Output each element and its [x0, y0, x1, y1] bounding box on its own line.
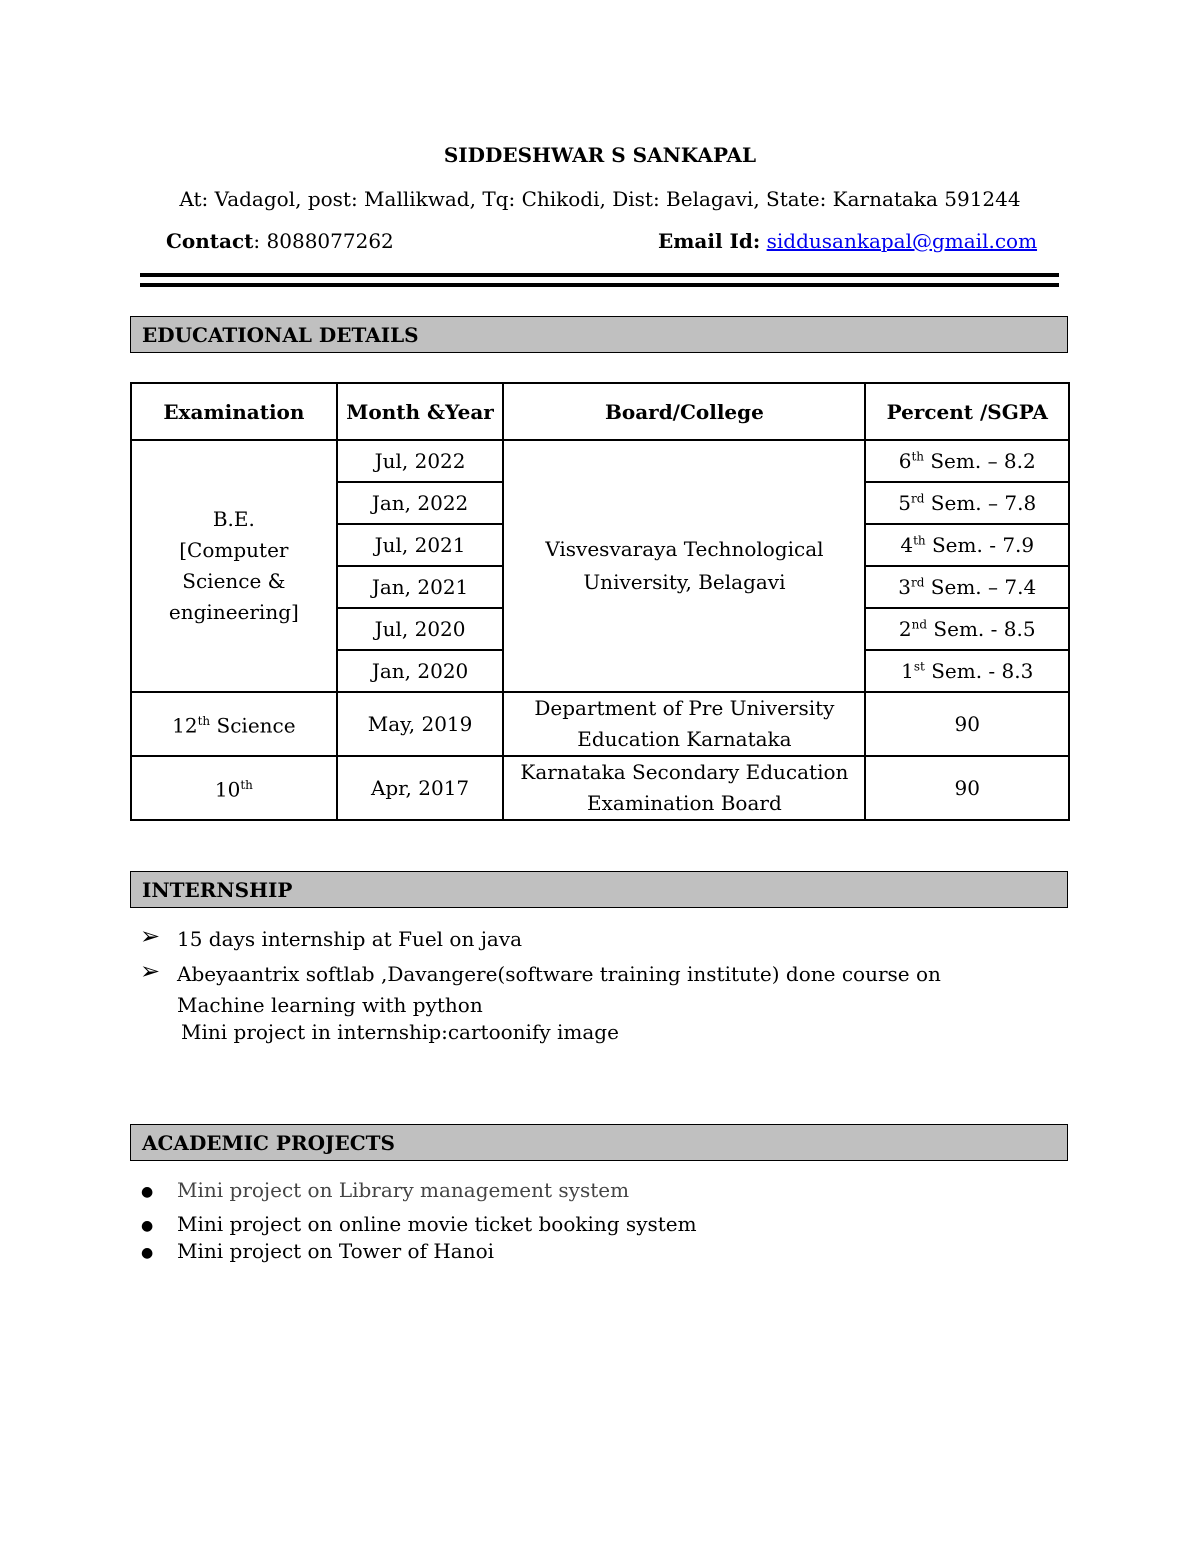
project-item: Mini project on Tower of Hanoi [177, 1239, 495, 1263]
date-cell: Jan, 2020 [337, 650, 504, 692]
score-cell: 3rd Sem. – 7.4 [865, 566, 1069, 608]
column-header: Month &Year [337, 383, 504, 440]
score-cell: 5rd Sem. – 7.8 [865, 482, 1069, 524]
date-cell: Jan, 2021 [337, 566, 504, 608]
arrow-bullet-icon: ➢ [140, 922, 161, 950]
internship-item: 15 days internship at Fuel on java [177, 927, 523, 951]
table-row [131, 692, 1069, 756]
header-divider-thick [140, 273, 1059, 277]
exam-line: engineering] [168, 600, 299, 624]
score-cell: 90 [865, 756, 1069, 820]
date-cell: Jul, 2022 [337, 440, 504, 482]
date-cell: Jan, 2022 [337, 482, 504, 524]
education-table [130, 382, 1070, 821]
board-cell: Karnataka Secondary Education Examination Board [503, 756, 865, 820]
email-link[interactable]: siddusankapal@gmail.com [766, 229, 1038, 253]
column-header: Board/College [503, 383, 865, 440]
bullet-icon: ● [141, 1245, 154, 1261]
date-cell: Jul, 2021 [337, 524, 504, 566]
score-cell: 6th Sem. – 8.2 [865, 440, 1069, 482]
score-cell: 2nd Sem. - 8.5 [865, 608, 1069, 650]
date-cell: May, 2019 [337, 692, 504, 756]
score-cell: 90 [865, 692, 1069, 756]
contact-label: Contact [166, 229, 254, 253]
contact-value: : 8088077262 [253, 229, 394, 253]
internship-item: Abeyaantrix softlab ,Davangere(software training institute) done course on [177, 962, 941, 986]
bullet-icon: ● [141, 1184, 154, 1200]
table-header-row [131, 383, 1069, 440]
exam-line: B.E. [212, 507, 255, 531]
internship-section-title: INTERNSHIP [130, 871, 1068, 908]
exam-line: [Computer [179, 538, 289, 562]
table-row [131, 756, 1069, 820]
arrow-bullet-icon: ➢ [140, 957, 161, 985]
resume-name: SIDDESHWAR S SANKAPAL [443, 143, 757, 167]
header-divider-second [140, 283, 1059, 287]
table-row [131, 440, 1069, 482]
internship-item-continuation: Machine learning with python [177, 993, 483, 1017]
internship-mini-project: Mini project in internship:cartoonify image [181, 1020, 619, 1044]
column-header: Percent /SGPA [865, 383, 1069, 440]
be-board-cell [503, 440, 865, 692]
twelfth-exam-cell: 12th Science [131, 692, 337, 756]
board-line: Visvesvaraya Technological [545, 537, 824, 561]
education-section-title: EDUCATIONAL DETAILS [130, 316, 1068, 353]
board-line: University, Belagavi [583, 570, 786, 594]
bullet-icon: ● [141, 1218, 154, 1234]
email-label: Email Id: [658, 229, 761, 253]
project-item: Mini project on online movie ticket booking system [177, 1212, 697, 1236]
email-line [658, 229, 1037, 253]
score-cell: 1st Sem. - 8.3 [865, 650, 1069, 692]
contact-line [166, 229, 394, 253]
board-cell: Department of Pre University Education Karnataka [503, 692, 865, 756]
exam-line: Science & [182, 569, 286, 593]
address: At: Vadagol, post: Mallikwad, Tq: Chikodi, Dist: Belagavi, State: Karnataka 591244 [179, 187, 1021, 211]
tenth-exam-cell: 10th [131, 756, 337, 820]
date-cell: Apr, 2017 [337, 756, 504, 820]
score-cell: 4th Sem. - 7.9 [865, 524, 1069, 566]
column-header: Examination [131, 383, 337, 440]
be-exam-cell [131, 440, 337, 692]
projects-section-title: ACADEMIC PROJECTS [130, 1124, 1068, 1161]
project-item: Mini project on Library management system [177, 1178, 630, 1202]
date-cell: Jul, 2020 [337, 608, 504, 650]
